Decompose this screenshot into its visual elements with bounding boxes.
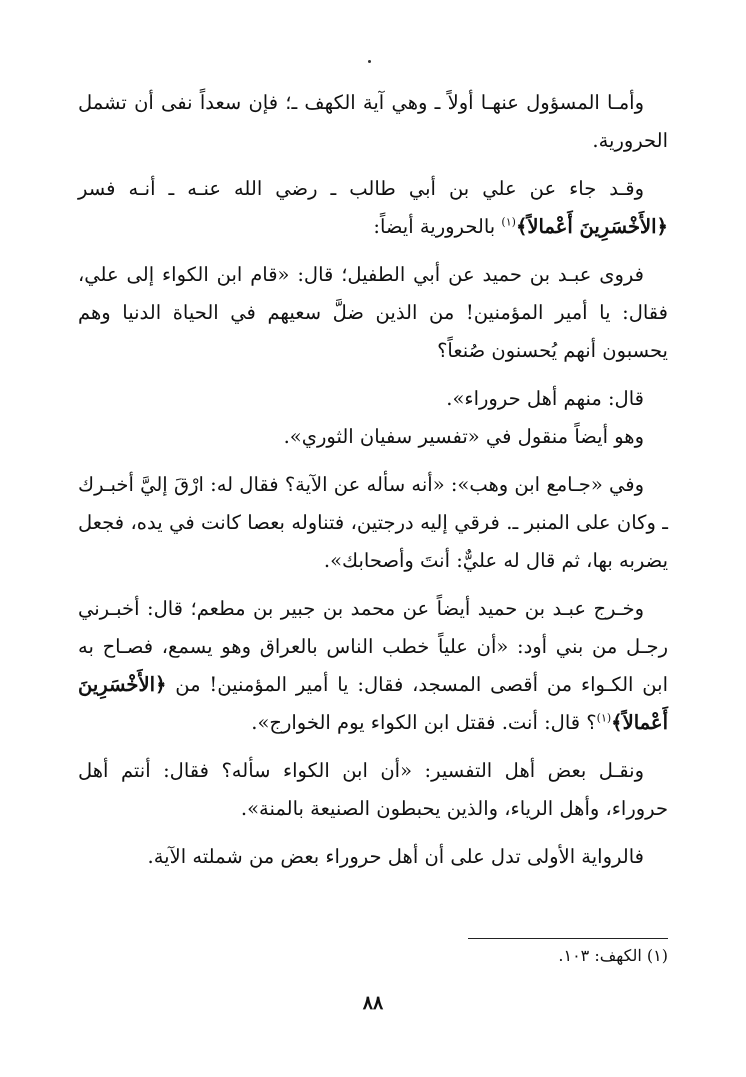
page-number: ٨٨	[362, 992, 384, 1014]
page-mark	[368, 60, 371, 63]
paragraph-text: فروى عبـد بن حميد عن أبي الطفيل؛ قال: «قام ابن الكواء إلى علي، فقال: يا أمير المؤمنين! من الذين ضلَّ سعيهم في الحياة الدنيا وهم يحسبون أنهم يُحسنون صُنعاً؟	[78, 263, 668, 362]
paragraph-text: وقـد جاء عن علي بن أبي طالب ـ رضي الله عنـه ـ أنـه فسر	[78, 177, 644, 200]
paragraph	[78, 380, 668, 418]
footnote-ref: (١)	[596, 711, 612, 725]
paragraph-text: فالرواية الأولى تدل على أن أهل حروراء بعض من شملته الآية.	[147, 845, 644, 868]
paragraph	[78, 170, 668, 246]
footnote-ref: (١)	[501, 215, 516, 229]
quran-verse: ﴿الأَخْسَرِينَ أَعْمالاً﴾	[515, 215, 668, 238]
paragraph-text: بالحرورية أيضاً:	[373, 215, 502, 238]
paragraph-text: قال: منهم أهل حروراء».	[446, 387, 644, 410]
paragraph	[78, 838, 668, 876]
footnote: (١) الكهف: ١٠٣.	[558, 946, 668, 965]
paragraph-text: ونقـل بعض أهل التفسير: «أن ابن الكواء سأله؟ فقال: أنتم أهل حروراء، وأهل الرياء، والذين يحبطون الصنيعة بالمنة».	[78, 759, 668, 820]
paragraph-text: وفي «جـامع ابن وهب»: «أنه سأله عن الآية؟ فقال له: ارْقَ إليَّ أخبـرك ـ وكان على المنبر ـ. فرقي إليه درجتين، فتناوله بعصا كانت في يده، فجعل يضربه بها، ثم قال له عليٌّ: أنتَ وأصحابك».	[78, 473, 668, 572]
paragraph	[78, 256, 668, 370]
quran-verse: ﴿الأَخْسَرِينَ أَعْمالاً﴾	[78, 673, 668, 734]
paragraph-text: وهو أيضاً منقول في «تفسير سفيان الثوري».	[283, 425, 644, 448]
paragraph-text: ؟ قال: أنت. فقتل ابن الكواء يوم الخوارج».	[251, 711, 597, 734]
paragraph-text: وخـرج عبـد بن حميد أيضاً عن محمد بن جبير بن مطعم؛ قال: أخبـرني رجـل من بني أود: «أن علياً خطب الناس بالعراق وهو يسمع، فصـاح به ابن الكـواء من أقصى المسجد، فقال: يا أمير المؤمنين! من	[78, 597, 668, 696]
paragraph-text: وأمـا المسؤول عنهـا أولاً ـ وهي آية الكهف ـ؛ فإن سعداً نفى أن تشمل الحرورية.	[78, 91, 668, 152]
paragraph	[78, 418, 668, 456]
footnote-divider	[468, 938, 668, 939]
paragraph	[78, 84, 668, 160]
paragraph	[78, 590, 668, 742]
paragraph	[78, 752, 668, 828]
paragraph	[78, 466, 668, 580]
body-text	[78, 84, 668, 876]
